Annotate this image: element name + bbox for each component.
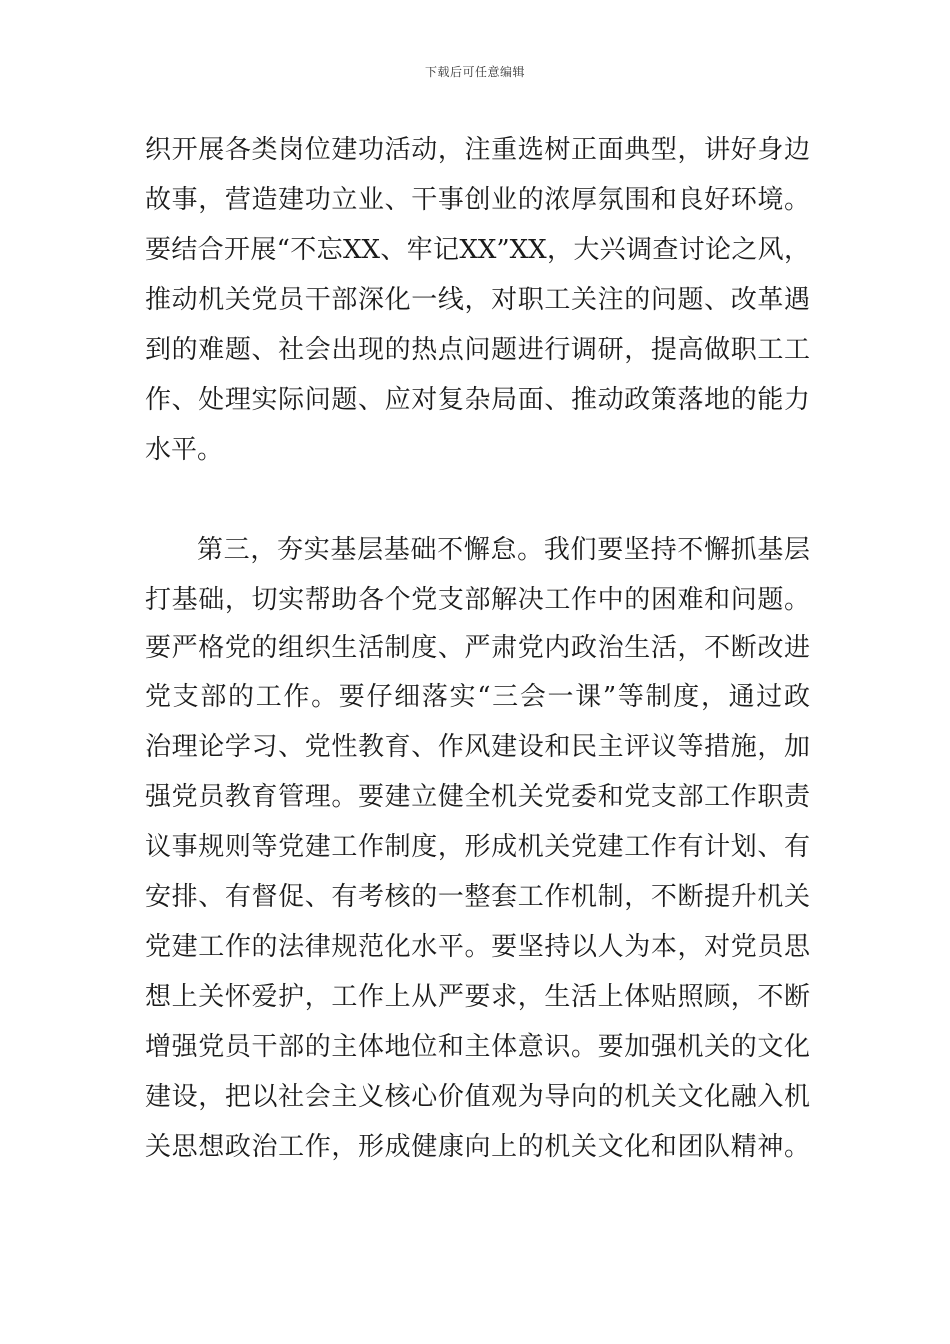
paragraph-line: 建设，把以社会主义核心价值观为导向的机关文化融入机 [145, 1082, 810, 1112]
paragraph-line: 强党员教育管理。要建立健全机关党委和党支部工作职责 [145, 782, 810, 812]
paragraph-line: 想上关怀爱护，工作上从严要求，生活上体贴照顾，不断 [145, 982, 810, 1012]
paragraph-line: 作、处理实际问题、应对复杂局面、推动政策落地的能力 [145, 385, 810, 415]
paragraph-line: 水平。 [145, 435, 224, 465]
paragraph-line: 党支部的工作。要仔细落实“三会一课”等制度，通过政 [145, 682, 810, 712]
paragraph-line: 议事规则等党建工作制度，形成机关党建工作有计划、有 [145, 832, 810, 862]
page-header: 下载后可任意编辑 [424, 65, 525, 79]
paragraph-line: 要严格党的组织生活制度、严肃党内政治生活，不断改进 [145, 633, 810, 663]
paragraph-line: 治理论学习、党性教育、作风建设和民主评议等措施，加 [145, 732, 810, 762]
paragraph-line: 故事，营造建功立业、干事创业的浓厚氛围和良好环境。 [145, 185, 810, 215]
paragraph-line: 要结合开展“不忘XX、牢记XX”XX，大兴调查讨论之风， [145, 235, 810, 265]
paragraph-line: 到的难题、社会出现的热点问题进行调研，提高做职工工 [145, 335, 810, 365]
paragraph-line: 安排、有督促、有考核的一整套工作机制，不断提升机关 [145, 882, 810, 912]
paragraph-line: 第三，夯实基层基础不懈怠。我们要坚持不懈抓基层 [197, 535, 810, 565]
paragraph-line: 打基础，切实帮助各个党支部解决工作中的困难和问题。 [145, 585, 810, 615]
paragraph-line: 增强党员干部的主体地位和主体意识。要加强机关的文化 [145, 1032, 810, 1062]
paragraph-line: 推动机关党员干部深化一线，对职工关注的问题、改革遇 [145, 285, 810, 315]
paragraph-line: 党建工作的法律规范化水平。要坚持以人为本，对党员思 [145, 932, 810, 962]
paragraph-line: 关思想政治工作，形成健康向上的机关文化和团队精神。 [145, 1132, 810, 1162]
paragraph-line: 织开展各类岗位建功活动，注重选树正面典型，讲好身边 [145, 135, 810, 165]
